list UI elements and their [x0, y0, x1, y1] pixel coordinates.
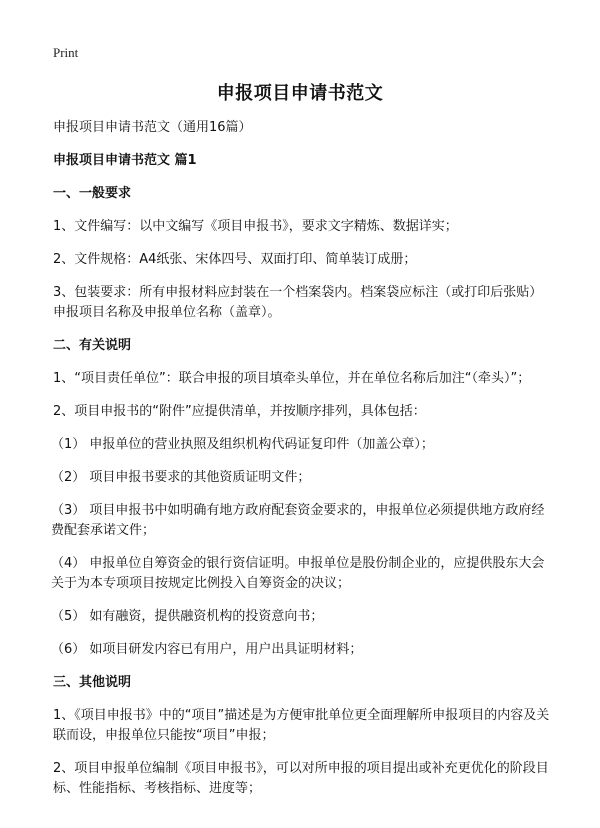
- paragraph-subitem: （1） 申报单位的营业执照及组织机构代码证复印件（加盖公章）；: [51, 437, 434, 452]
- paragraph-subitem: （3） 项目申报书中如明确有地方政府配套资金要求的，申报单位必须提供地方政府经费配套承诺文件；: [51, 503, 545, 538]
- paragraph-subitem: （4） 申报单位自筹资金的银行资信证明。申报单位是股份制企业的，应提供股东大会关于为本专项项目按规定比例投入自筹资金的决议；: [51, 556, 545, 591]
- section-heading-other-notes: 三、其他说明: [53, 675, 132, 690]
- section-heading-related-notes: 二、有关说明: [53, 338, 132, 353]
- section-heading-article-1: 申报项目申请书范文 篇1: [53, 153, 197, 168]
- paragraph-item: 2、项目申报书的“附件”应提供清单，并按顺序排列，具体包括：: [53, 404, 426, 419]
- document-title: 申报项目申请书范文: [216, 83, 384, 104]
- doc-subtitle: 申报项目申请书范文（通用16篇）: [53, 120, 252, 135]
- paragraph-subitem: （2） 项目申报书要求的其他资质证明文件；: [51, 470, 311, 485]
- paragraph-item: 2、项目申报单位编制《项目申报书》，可以对所申报的项目提出或补充更优化的阶段目标、性能指标、考核指标、进度等；: [53, 761, 549, 796]
- document-body: [53, 118, 550, 812]
- paragraph-item: 1、《项目申报书》中的“项目”描述是为方便审批单位更全面理解所申报项目的内容及关联而设，申报单位只能按“项目”申报；: [53, 708, 550, 743]
- paragraph-item: 1、文件编写：以中文编写《项目申报书》，要求文字精炼、数据详实；: [53, 219, 458, 234]
- paragraph-item: 3、包装要求：所有申报材料应封装在一个档案袋内。档案袋应标注（或打印后张贴）申报项目名称及申报单位名称（盖章）。: [53, 285, 543, 320]
- paragraph-subitem: （6） 如项目研发内容已有用户，用户出具证明材料；: [51, 642, 363, 657]
- paragraph-subitem: （5） 如有融资，提供融资机构的投资意向书；: [51, 609, 324, 624]
- paragraph-item: 1、“项目责任单位”：联合申报的项目填牵头单位，并在单位名称后加注“（牵头）”；: [53, 371, 531, 386]
- print-link[interactable]: Print: [53, 45, 79, 60]
- section-heading-general-requirements: 一、一般要求: [53, 186, 132, 201]
- paragraph-item: 2、文件规格：A4纸张、宋体四号、双面打印、简单装订成册；: [53, 252, 417, 267]
